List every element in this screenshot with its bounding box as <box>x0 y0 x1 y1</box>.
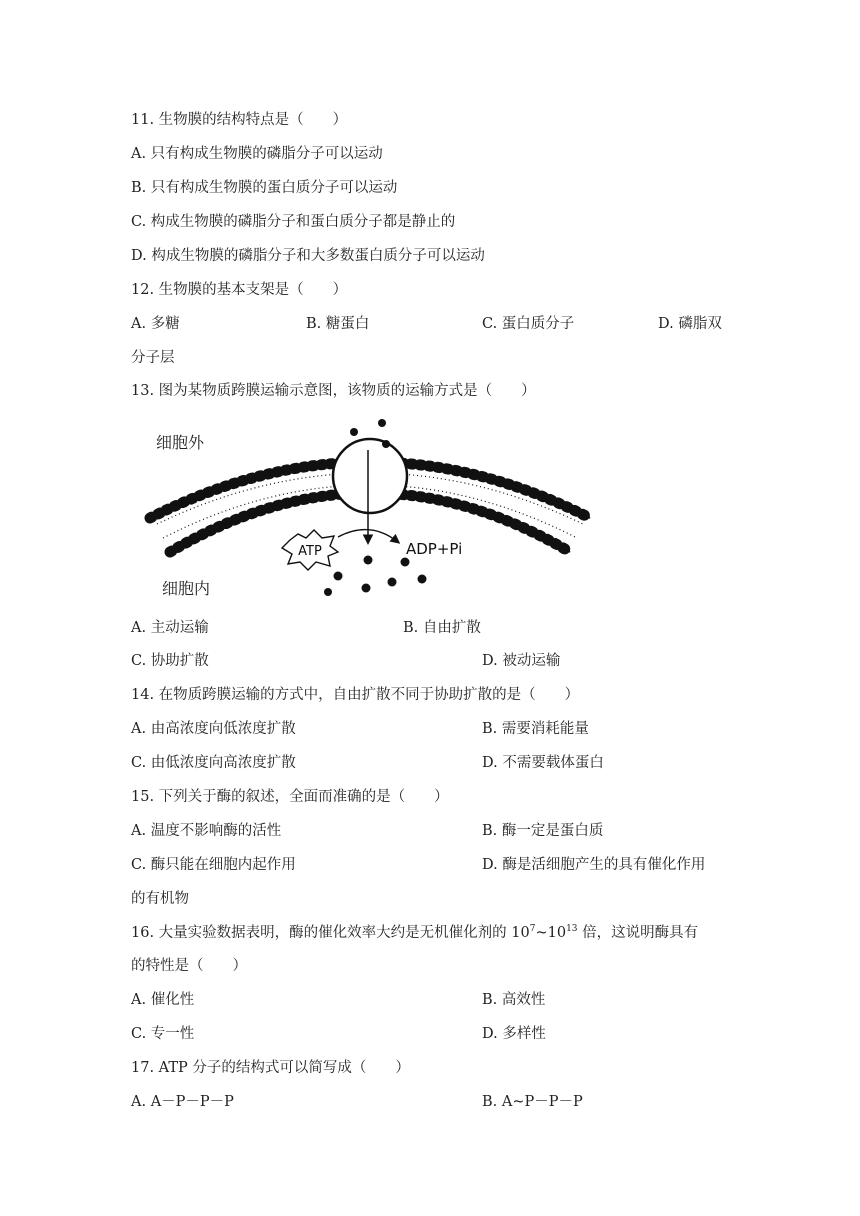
q11-option-b: B. 只有构成生物膜的蛋白质分子可以运动 <box>131 180 398 196</box>
q16-stem <box>131 923 698 943</box>
outside-label: 细胞外 <box>156 433 205 452</box>
q13-stem: 13. 图为某物质跨膜运输示意图，该物质的运输方式是（ ） <box>131 383 536 399</box>
q13-option-b: B. 自由扩散 <box>403 620 481 636</box>
carrier-protein <box>333 439 407 513</box>
q15-option-c: C. 酶只能在细胞内起作用 <box>131 857 296 873</box>
q15-stem: 15. 下列关于酶的叙述，全面而准确的是（ ） <box>131 789 449 805</box>
q11-option-d: D. 构成生物膜的磷脂分子和大多数蛋白质分子可以运动 <box>131 248 485 264</box>
q12-option-c: C. 蛋白质分子 <box>482 316 575 332</box>
q16-option-c: C. 专一性 <box>131 1026 195 1042</box>
q16-option-d: D. 多样性 <box>482 1026 546 1042</box>
q16-stem-pre: 16. 大量实验数据表明，酶的催化效率大约是无机催化剂的 10 <box>131 925 530 941</box>
q16-stem-mid: ~10 <box>535 925 567 941</box>
q15-option-d: D. 酶是活细胞产生的具有催化作用 <box>482 857 706 873</box>
q13-option-a: A. 主动运输 <box>131 620 209 636</box>
q15-option-b: B. 酶一定是蛋白质 <box>482 823 604 839</box>
q12-option-a: A. 多糖 <box>131 316 180 332</box>
q13-option-d: D. 被动运输 <box>482 653 561 669</box>
adp-label: ADP+Pi <box>406 540 463 558</box>
membrane-transport-diagram <box>140 412 600 602</box>
q12-option-b: B. 糖蛋白 <box>306 316 370 332</box>
q17-stem: 17. ATP 分子的结构式可以简写成（ ） <box>131 1060 410 1076</box>
q14-stem: 14. 在物质跨膜运输的方式中，自由扩散不同于协助扩散的是（ ） <box>131 687 580 703</box>
inside-label: 细胞内 <box>162 579 211 598</box>
q11-stem: 11. 生物膜的结构特点是（ ） <box>131 112 348 128</box>
q12-option-d-continued: 分子层 <box>131 350 175 366</box>
q15-option-d-continued: 的有机物 <box>131 891 189 907</box>
q14-option-d: D. 不需要载体蛋白 <box>482 755 604 771</box>
q11-option-c: C. 构成生物膜的磷脂分子和蛋白质分子都是静止的 <box>131 214 456 230</box>
q12-stem: 12. 生物膜的基本支架是（ ） <box>131 282 348 298</box>
q15-option-a: A. 温度不影响酶的活性 <box>131 823 282 839</box>
q14-option-b: B. 需要消耗能量 <box>482 721 589 737</box>
q16-stem-post: 倍，这说明酶具有 <box>577 925 699 941</box>
q12-option-d: D. 磷脂双 <box>658 316 722 332</box>
q16-option-b: B. 高效性 <box>482 992 546 1008</box>
q16-option-a: A. 催化性 <box>131 992 195 1008</box>
molecules-inside <box>324 556 427 597</box>
q17-option-b: B. A~P－P－P <box>482 1094 583 1110</box>
q16-stem-continued: 的特性是（ ） <box>131 958 247 974</box>
q16-exponent-1: 7 <box>529 924 536 935</box>
q11-option-a: A. 只有构成生物膜的磷脂分子可以运动 <box>131 146 383 162</box>
atp-label: ATP <box>298 544 322 559</box>
q14-option-c: C. 由低浓度向高浓度扩散 <box>131 755 296 771</box>
q16-exponent-2: 13 <box>566 924 578 935</box>
q13-option-c: C. 协助扩散 <box>131 653 209 669</box>
q14-option-a: A. 由高浓度向低浓度扩散 <box>131 721 296 737</box>
q17-option-a: A. A－P－P－P <box>131 1094 234 1110</box>
